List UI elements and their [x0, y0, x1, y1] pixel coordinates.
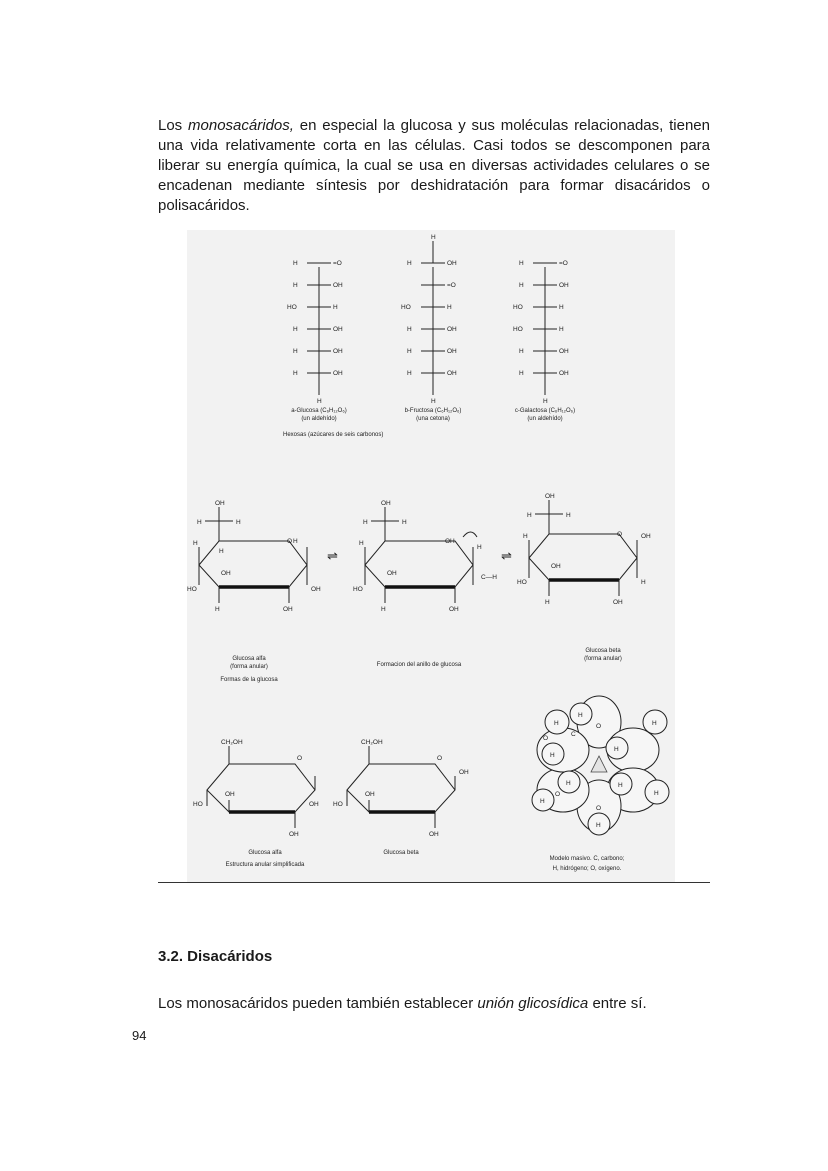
svg-text:OH: OH [641, 533, 651, 540]
svg-text:OH: OH [283, 606, 293, 613]
svg-text:HO: HO [513, 326, 523, 333]
svg-text:OH: OH [447, 260, 457, 267]
svg-text:H: H [523, 533, 528, 540]
glucose-figure [187, 230, 675, 882]
simplified-beta-label: Glucosa beta [383, 850, 419, 856]
hexoses-caption: Hexosas (azúcares de seis carbonos) [283, 432, 384, 438]
svg-text:HO: HO [513, 304, 523, 311]
alpha-glucose-ring [187, 500, 321, 613]
svg-text:C—H: C—H [481, 574, 497, 581]
svg-text:=O: =O [447, 282, 456, 289]
svg-text:H: H [578, 712, 583, 719]
svg-text:H: H [652, 720, 657, 727]
svg-text:H: H [543, 398, 548, 405]
svg-text:H: H [359, 540, 364, 547]
galactose-fischer-label: c-Galactosa (C₆H₁₂O₆) [514, 408, 576, 414]
glucose-fischer [287, 260, 343, 405]
svg-text:OH: OH [311, 586, 321, 593]
svg-text:H: H [447, 304, 452, 311]
svg-text:OH: OH [447, 326, 457, 333]
svg-text:OH: OH [309, 801, 319, 808]
page-number: 94 [132, 1028, 147, 1043]
glucose-figure-svg [187, 230, 675, 882]
fructose-fischer-label: b-Fructosa (C₆H₁₂O₆) [404, 408, 462, 414]
svg-text:H: H [614, 746, 619, 753]
svg-text:OH: OH [429, 831, 439, 838]
svg-text:OH: OH [545, 493, 555, 500]
svg-text:H: H [550, 752, 555, 759]
simplified-alpha-label: Glucosa alfa [248, 850, 282, 856]
svg-text:H: H [477, 544, 482, 551]
svg-text:OH: OH [333, 282, 343, 289]
disaccharides-paragraph: Los monosacáridos pueden también establecer unión glicosídica entre sí. [158, 995, 647, 1012]
svg-text:OH: OH [289, 831, 299, 838]
svg-text:H: H [566, 512, 571, 519]
svg-text:HO: HO [401, 304, 411, 311]
svg-text:H: H [293, 348, 298, 355]
svg-text:OH: OH [459, 769, 469, 776]
svg-text:H: H [431, 398, 436, 405]
svg-text:H: H [293, 326, 298, 333]
equilibrium-arrow-1: ⇌ [327, 548, 338, 563]
svg-text:H: H [554, 720, 559, 727]
simplified-alpha-ring [193, 739, 319, 838]
svg-text:CH₂OH: CH₂OH [221, 739, 243, 746]
equilibrium-arrow-2: ⇌ [501, 548, 512, 563]
svg-text:HO: HO [353, 586, 363, 593]
svg-text:HO: HO [333, 801, 343, 808]
svg-text:H: H [293, 260, 298, 267]
svg-text:H: H [236, 519, 241, 526]
svg-text:H: H [431, 234, 436, 241]
svg-text:O: O [555, 791, 561, 798]
svg-text:H: H [527, 512, 532, 519]
glucose-fischer-label: a-Glucosa (C₆H₁₂O₆) [291, 408, 347, 414]
svg-text:H: H [407, 326, 412, 333]
svg-text:OH: OH [381, 500, 391, 507]
fructose-fischer [401, 234, 457, 405]
beta-glucose-ring [517, 493, 651, 606]
section-heading: 3.2. Disacáridos [158, 948, 273, 965]
svg-text:H: H [618, 782, 623, 789]
svg-text:OH: OH [221, 570, 231, 577]
svg-text:OH: OH [559, 348, 569, 355]
svg-text:H: H [559, 326, 564, 333]
svg-text:HO: HO [193, 801, 203, 808]
glucose-forms-label: Formas de la glucosa [220, 677, 278, 683]
svg-text:H: H [293, 538, 298, 545]
svg-text:OH: OH [447, 348, 457, 355]
svg-text:H: H [197, 519, 202, 526]
svg-text:H: H [519, 348, 524, 355]
svg-text:H: H [293, 282, 298, 289]
svg-text:OH: OH [365, 791, 375, 798]
svg-text:O: O [297, 755, 303, 762]
term-monosacaridos: monosacáridos, [188, 117, 294, 134]
svg-text:OH: OH [225, 791, 235, 798]
svg-text:OH: OH [613, 599, 623, 606]
svg-text:H: H [363, 519, 368, 526]
svg-text:O: O [596, 805, 602, 812]
figure-divider [158, 882, 710, 883]
svg-text:H: H [641, 579, 646, 586]
svg-text:H: H [333, 304, 338, 311]
beta-ring-sublabel: (forma anular) [584, 656, 622, 662]
svg-text:OH: OH [559, 370, 569, 377]
svg-text:OH: OH [447, 370, 457, 377]
glucose-fischer-sublabel: (un aldehído) [301, 416, 337, 422]
svg-text:H: H [540, 798, 545, 805]
svg-text:OH: OH [333, 348, 343, 355]
svg-text:HO: HO [187, 586, 197, 593]
svg-text:H: H [219, 548, 224, 555]
ring-formation-label: Formacion del anillo de glucosa [376, 662, 462, 668]
alpha-ring-sublabel: (forma anular) [230, 664, 268, 670]
svg-text:H: H [407, 348, 412, 355]
svg-text:H: H [381, 606, 386, 613]
svg-text:O: O [287, 538, 293, 545]
svg-text:OH: OH [445, 538, 455, 545]
svg-text:CH₂OH: CH₂OH [361, 739, 383, 746]
svg-text:H: H [566, 780, 571, 787]
svg-text:OH: OH [559, 282, 569, 289]
svg-text:O: O [437, 755, 443, 762]
open-ring-glucose [353, 500, 497, 613]
svg-text:HO: HO [517, 579, 527, 586]
svg-text:=O: =O [333, 260, 342, 267]
svg-text:H: H [654, 790, 659, 797]
alpha-ring-label: Glucosa alfa [232, 656, 266, 662]
svg-text:H: H [402, 519, 407, 526]
svg-text:H: H [193, 540, 198, 547]
svg-text:H: H [559, 304, 564, 311]
svg-text:H: H [519, 282, 524, 289]
svg-text:O: O [596, 723, 602, 730]
svg-text:OH: OH [333, 326, 343, 333]
term-union-glicosidica: unión glicosídica [477, 995, 589, 1012]
svg-text:OH: OH [215, 500, 225, 507]
svg-text:H: H [293, 370, 298, 377]
svg-text:=O: =O [559, 260, 568, 267]
svg-text:H: H [519, 260, 524, 267]
galactose-fischer [513, 260, 569, 405]
intro-paragraph: Los monosacáridos, en especial la glucosa y sus moléculas relacionadas, tienen una vida relativamente corta en las células. Casi todos se descomponen para liberar su energía química, la cual se usa en diversas actividades celulares o se encadenan mediante síntesis por deshidratación para formar disacáridos o polisacáridos. [158, 117, 710, 214]
svg-text:OH: OH [551, 563, 561, 570]
svg-text:H: H [596, 822, 601, 829]
svg-text:OH: OH [449, 606, 459, 613]
svg-text:H: H [519, 370, 524, 377]
svg-text:H: H [317, 398, 322, 405]
svg-text:HO: HO [287, 304, 297, 311]
simplified-alpha-sublabel: Estructura anular simplificada [225, 862, 305, 868]
svg-text:H: H [407, 370, 412, 377]
fructose-fischer-sublabel: (una cetona) [416, 416, 450, 422]
simplified-beta-ring [333, 739, 469, 838]
svg-text:OH: OH [333, 370, 343, 377]
svg-text:OH: OH [387, 570, 397, 577]
space-filling-model [532, 696, 669, 835]
galactose-fischer-sublabel: (un aldehído) [527, 416, 563, 422]
svg-text:H: H [545, 599, 550, 606]
svg-text:C: C [571, 731, 576, 738]
model-label-line2: H, hidrógeno; O, oxígeno. [552, 866, 622, 872]
svg-text:H: H [407, 260, 412, 267]
svg-text:O: O [543, 735, 549, 742]
beta-ring-label: Glucosa beta [585, 648, 621, 654]
svg-text:H: H [215, 606, 220, 613]
svg-text:O: O [617, 531, 623, 538]
model-label-line1: Modelo masivo. C, carbono; [549, 856, 625, 862]
